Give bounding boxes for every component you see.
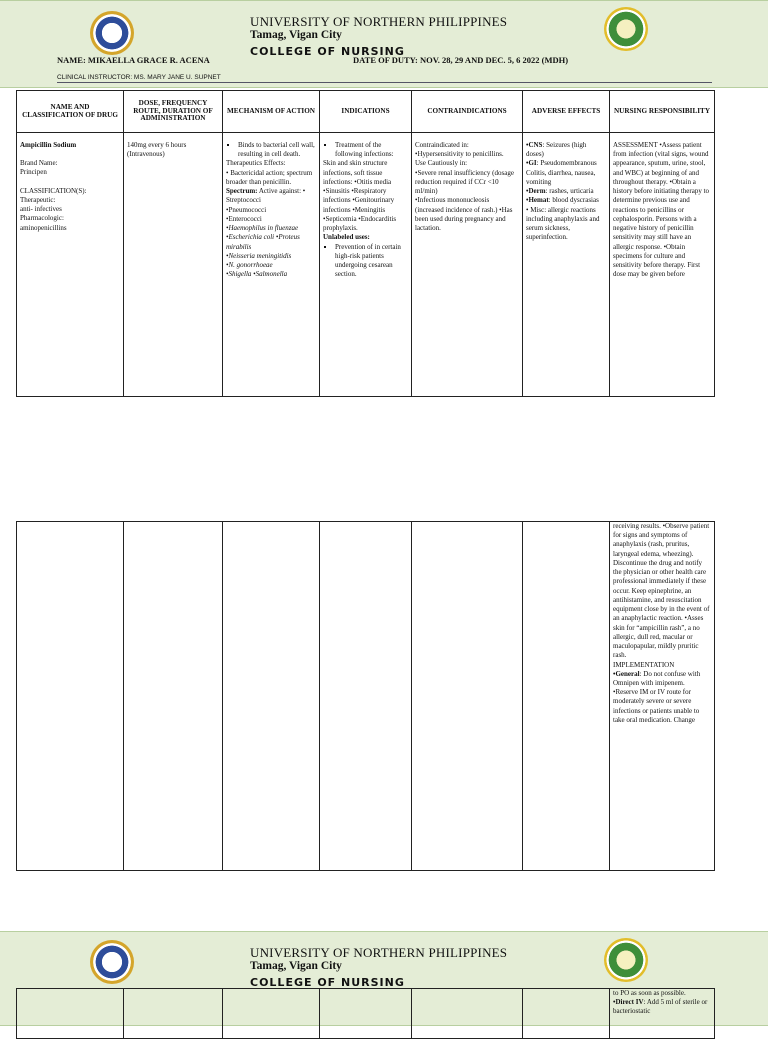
indications-cell xyxy=(320,133,412,397)
hemat-text: : blood dyscrasias xyxy=(548,196,599,205)
nursing-text: ASSESSMENT •Assess patient from infection (vital signs, wound appearance, sputum, urine, stool, and WBC) at beginning of and throughout therapy. •Obtain a history before initiating therapy to determine previous use and reactions to penicillins or cephalosporin. Persons with a negative history of penicillin sensitivity may still have an allergic response. •Obtain specimens for culture and sensitivity before therapy. First dose may be given before xyxy=(613,141,710,279)
gi-label: •GI xyxy=(526,159,537,168)
university-name: UNIVERSITY OF NORTHERN PHILIPPINES xyxy=(250,945,508,960)
cns-label: •CNS xyxy=(526,141,543,149)
nursing-text: to PO as soon as possible. xyxy=(613,989,686,997)
nursing-responsibility-cell xyxy=(610,989,715,1039)
duty-date: DATE OF DUTY: NOV. 28, 29 AND DEC. 5, 6 2022 (MDH) xyxy=(353,55,569,65)
spectrum-line xyxy=(226,187,316,205)
therapeutic-effects-label: Therapeutics Effects: xyxy=(226,159,286,168)
contraindications-cell xyxy=(412,989,523,1039)
general-line xyxy=(613,670,711,688)
contra-line: Use Cautiously in: xyxy=(415,159,468,168)
indications-cell xyxy=(320,989,412,1039)
cns-text: : Seizures (high doses) xyxy=(526,141,587,159)
contraindications-cell xyxy=(412,522,523,871)
column-header: NURSING RESPONSIBILITY xyxy=(610,91,715,133)
indications-text: Skin and skin structure infections, soft tissue infections: •Otitis media •Sinusitis •Respiratory infections •Genitourinary infections •Meningitis •Septicemia •Endocarditis prophylaxis. xyxy=(323,159,397,233)
drug-study-table-continued xyxy=(16,521,715,871)
clinical-instructor: CLINICAL INSTRUCTOR: MS. MARY JANE U. SUPNET xyxy=(57,74,221,81)
adverse-derm xyxy=(526,187,606,196)
brand-label: Brand Name: xyxy=(20,159,58,168)
derm-text: : rashes, urticaria xyxy=(545,187,594,196)
spectrum-item: •Shigella •Salmonella xyxy=(226,270,288,279)
therapeutic-label: Therapeutic: xyxy=(20,195,56,204)
therapeutic-effects-item: • Bactericidal action; spectrum broader than penicillin. xyxy=(226,168,313,186)
dose-text: 140mg every 6 hours (Intravenous) xyxy=(127,141,187,159)
gi-text: : Pseudomembranous Colitis, diarrhea, nausea, vomiting xyxy=(526,159,597,186)
contra-line: •Severe renal insufficiency (dosage reduction required if CCr <10 ml/min) xyxy=(415,168,514,196)
direct-iv-label: •Direct IV xyxy=(613,998,644,1007)
dose-cell xyxy=(124,989,223,1039)
contraindications-cell xyxy=(412,133,523,397)
college-name: COLLEGE OF NURSING xyxy=(250,45,405,58)
direct-iv-line xyxy=(613,998,711,1016)
implementation-label: IMPLEMENTATION xyxy=(613,660,675,669)
university-city: Tamag, Vigan City xyxy=(250,960,342,972)
drug-name-cell xyxy=(17,989,124,1039)
table-header-row xyxy=(17,91,715,133)
drug-name-cell xyxy=(17,522,124,871)
spectrum-text: Active against: • Streptococci xyxy=(226,187,306,205)
page-header xyxy=(0,0,768,88)
mechanism-cell xyxy=(223,522,320,871)
spectrum-item: •Pneumococci xyxy=(226,205,267,214)
drug-name: Ampicillin Sodium xyxy=(20,141,77,149)
general-text: : Do not confuse with Omnipen with imipenem. xyxy=(613,669,701,687)
adverse-hemat xyxy=(526,196,606,205)
college-name: COLLEGE OF NURSING xyxy=(250,976,405,989)
column-header: NAME AND CLASSIFICATION OF DRUG xyxy=(17,91,124,133)
table-row xyxy=(17,522,715,871)
table-row xyxy=(17,989,715,1039)
pharmacologic-label: Pharmacologic: xyxy=(20,214,64,223)
general-label: •General xyxy=(613,669,640,678)
adverse-gi xyxy=(526,159,606,187)
college-seal-logo xyxy=(604,7,648,51)
drug-name-cell xyxy=(17,133,124,397)
university-seal-logo xyxy=(90,11,134,55)
spectrum-item: •Neisseria meningitidis xyxy=(226,251,292,260)
column-header: MECHANISM OF ACTION xyxy=(223,91,320,133)
adverse-misc: • Misc: allergic reactions including anaphylaxis and serum sickness, superinfection. xyxy=(526,205,600,242)
nursing-text: receiving results. •Observe patient for signs and symptoms of anaphylaxis (rash, pruritus, laryngeal edema, wheezing). Discontinue the drug and notify the physician or other health care professional immediately if these occur. Keep epinephrine, an antihistamine, and resuscitation equipment close by in the event of an anaphylactic reaction. •Asses skin for “ampicillin rash”, a no allergic, dull red, macular or maculopapular, mildly pruritic rash. xyxy=(613,522,710,660)
adverse-cns xyxy=(526,141,606,159)
derm-label: •Derm xyxy=(526,187,546,196)
contra-line: Contraindicated in: xyxy=(415,141,469,149)
college-seal-logo xyxy=(604,938,648,982)
column-header: DOSE, FREQUENCY ROUTE, DURATION OF ADMINISTRATION xyxy=(124,91,223,133)
university-city: Tamag, Vigan City xyxy=(250,29,342,41)
direct-iv-text: : Add 5 ml of sterile or bacteriostatic xyxy=(613,998,708,1016)
mechanism-cell xyxy=(223,989,320,1039)
adverse-effects-cell xyxy=(523,522,610,871)
adverse-effects-cell xyxy=(523,133,610,397)
contra-line: •Infectious mononucleosis (increased incidence of rash.) •Has been used during pregnancy and lactation. xyxy=(415,196,513,233)
drug-study-table xyxy=(16,90,715,397)
unlabeled-uses-label: Unlabeled uses: xyxy=(323,233,370,242)
spectrum-item: •Haemophilus in fluenzae •Escherichia coli •Proteus mirabilis xyxy=(226,224,300,251)
mechanism-cell xyxy=(223,133,320,397)
indications-bullet: ▪ Treatment of the following infections: xyxy=(335,141,408,159)
column-header: CONTRAINDICATIONS xyxy=(412,91,523,133)
indications-cell xyxy=(320,522,412,871)
header-divider xyxy=(57,82,712,83)
column-header: INDICATIONS xyxy=(320,91,412,133)
drug-study-table-continued xyxy=(16,988,715,1039)
nursing-responsibility-cell xyxy=(610,522,715,871)
pharmacologic-class: aminopenicillins xyxy=(20,223,67,232)
table-row xyxy=(17,133,715,397)
university-seal-logo xyxy=(90,940,134,984)
dose-cell xyxy=(124,522,223,871)
column-header: ADVERSE EFFECTS xyxy=(523,91,610,133)
mechanism-bullet: ▪ Binds to bacterial cell wall, resulting in cell death. xyxy=(238,141,316,159)
spectrum-item: •N. gonorrhoeae xyxy=(226,261,273,270)
brand-name: Principen xyxy=(20,168,47,177)
spectrum-label: Spectrum: xyxy=(226,187,258,196)
spectrum-item: •Enterococci xyxy=(226,214,262,223)
student-name: NAME: MIKAELLA GRACE R. ACENA xyxy=(57,55,210,65)
unlabeled-uses-bullet: ▪ Prevention of in certain high-risk patients undergoing cesarean section. xyxy=(335,243,408,280)
classification-label: CLASSIFICATION(S): xyxy=(20,186,87,195)
therapeutic-class: anti- infectives xyxy=(20,205,62,214)
contra-line: •Hypersensitivity to penicillins. xyxy=(415,150,504,159)
university-name: UNIVERSITY OF NORTHERN PHILIPPINES xyxy=(250,14,508,29)
adverse-effects-cell xyxy=(523,989,610,1039)
dose-cell xyxy=(124,133,223,397)
nursing-responsibility-cell xyxy=(610,133,715,397)
hemat-label: •Hemat xyxy=(526,196,549,205)
nursing-text: •Reserve IM or IV route for moderately severe or severe infections or patients unable to take oral medication. Change xyxy=(613,688,700,724)
